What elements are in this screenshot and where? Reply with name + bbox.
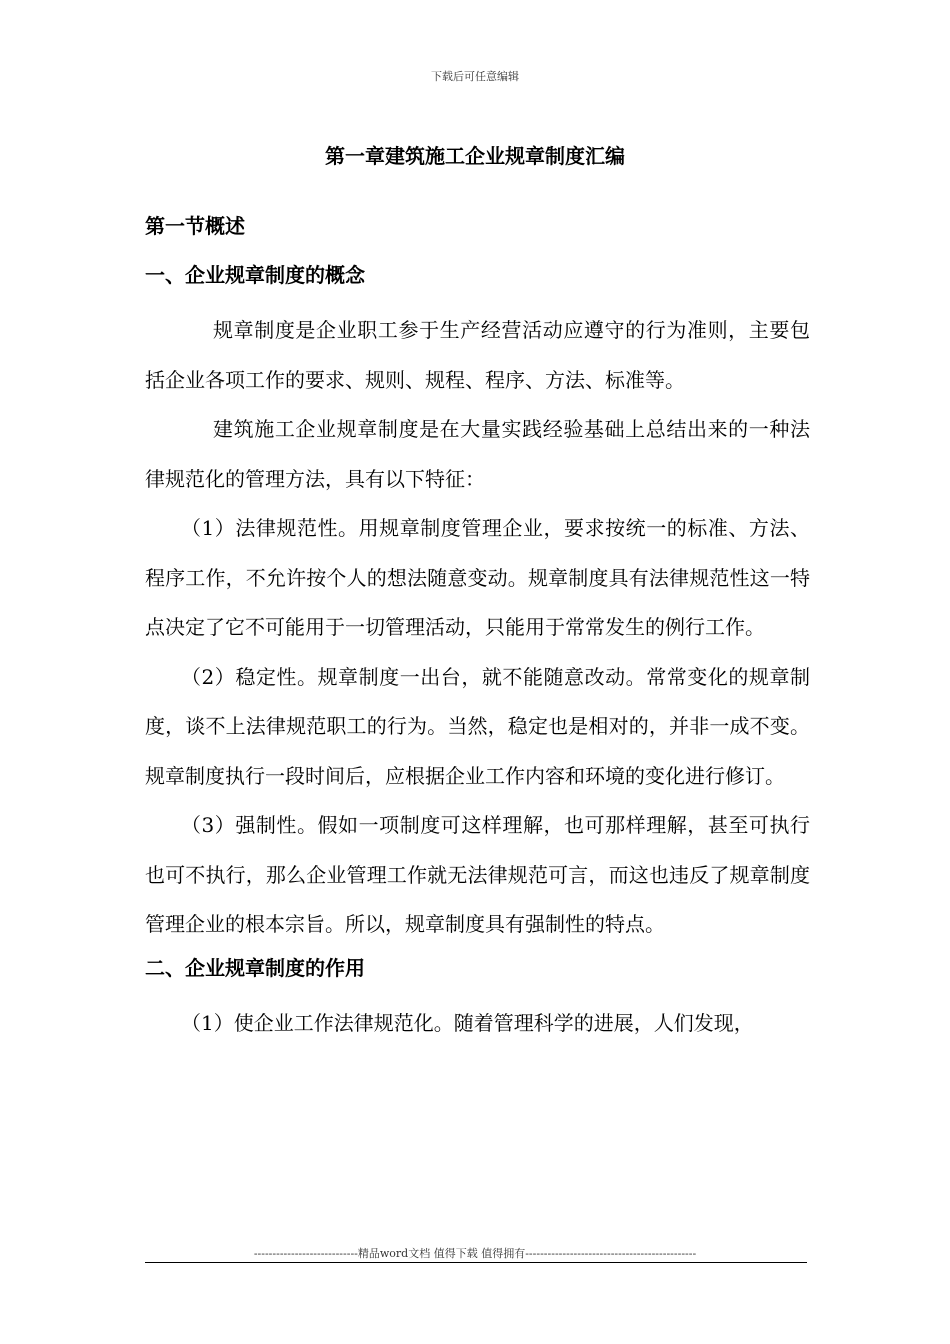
section-heading: 第一节概述 (145, 214, 245, 238)
paragraph-item-3: （3）强制性。假如一项制度可这样理解，也可那样理解，甚至可执行也可不执行，那么企业管理工作就无法律规范可言，而这也违反了规章制度管理企业的根本宗旨。所以，规章制度具有强制性的特点。 (145, 813, 810, 936)
document-title: 第一章建筑施工企业规章制度汇编 (325, 144, 625, 168)
paragraph-role-1: （1）使企业工作法律规范化。随着管理科学的进展，人们发现， (181, 1010, 754, 1035)
paragraph-characteristics-intro: 建筑施工企业规章制度是在大量实践经验基础上总结出来的一种法律规范化的管理方法，具有以下特征： (145, 417, 810, 491)
header-note: 下载后可任意编辑 (431, 70, 519, 83)
subsection-heading-concept: 一、企业规章制度的概念 (145, 263, 365, 287)
footer-divider (145, 1262, 807, 1263)
document-body (145, 208, 810, 1048)
subsection-heading-role: 二、企业规章制度的作用 (145, 955, 365, 980)
paragraph-definition: 规章制度是企业职工参于生产经营活动应遵守的行为准则，主要包括企业各项工作的要求、规则、规程、程序、方法、标准等。 (145, 318, 810, 392)
footer-text: ----------------------------精品word文档 值得下载 值得拥有---------------------------------------------- (253, 1247, 697, 1260)
paragraph-item-2: （2）稳定性。规章制度一出台，就不能随意改动。常常变化的规章制度，谈不上法律规范职工的行为。当然，稳定也是相对的，并非一成不变。规章制度执行一段时间后，应根据企业工作内容和环境的变化进行修订。 (145, 664, 810, 788)
paragraph-item-1: （1）法律规范性。用规章制度管理企业，要求按统一的标准、方法、程序工作，不允许按个人的想法随意变动。规章制度具有法律规范性这一特点决定了它不可能用于一切管理活动，只能用于常常发生的例行工作。 (145, 516, 810, 639)
